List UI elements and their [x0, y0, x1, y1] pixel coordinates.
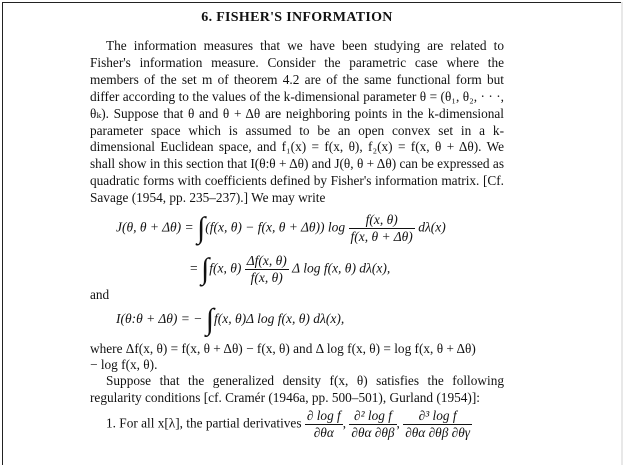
equation-J — [116, 212, 446, 245]
condition-1-text: 1. For all x[λ], the partial derivatives — [106, 415, 302, 431]
paragraph-2 — [90, 373, 504, 407]
equation-J-measure: dλ(x) — [418, 219, 446, 235]
paragraph-1 — [90, 38, 504, 207]
paragraph-1-text: The information measures that we have been studying are related to Fisher's information measure. Consider the parametric case where the members of the set m of theorem 4.2 are of the same functional form but differ according to the values of the k-dimensional parameter θ = (θ₁, θ₂, · · ·, θₖ). Suppose that θ and θ + Δθ are neighboring points in the k-dimensional parameter space which is assumed to be an open convex set in a k-dimensional Euclidean space, and f₁(x) = f(x, θ), f₂(x) = f(x, θ + Δθ). We shall show in this section that I(θ:θ + Δθ) and J(θ, θ + Δθ) can be expressed as quadratic forms with coefficients defined by Fisher's information matrix. [Cf. Savage (1954, pp. 235–237).] We may write — [90, 38, 504, 206]
equation-I-integrand: f(x, θ)Δ log f(x, θ) dλ(x), — [213, 311, 345, 327]
paragraph-2-text: Suppose that the generalized density f(x, θ) satisfies the following regularity conditions [cf. Cramér (1946a, pp. 500–501), Gurland (1954)]: — [90, 373, 504, 405]
equals-sign: = — [190, 260, 198, 276]
equation-I-lhs: I(θ:θ + Δθ) = − — [116, 311, 203, 327]
third-derivative-numerator: ∂³ log f — [418, 408, 457, 423]
integral-sign: ∫ — [201, 252, 210, 286]
condition-1: 1. For all x[λ], the partial derivatives $\frac{\text{∂ log f}}{\partial\theta\alpha}$ , $\frac{\text{∂² log f}}{\partial\theta\alpha \partial\theta\beta}$ , $\frac{\text{∂³ log f}}{\partial\theta\alpha \partial\theta\beta \partial\theta\gamma}$ — [106, 408, 470, 440]
equation-J-expanded-numerator: Δf(x, θ) — [246, 253, 287, 268]
equation-J-numerator: f(x, θ) — [365, 212, 398, 227]
first-derivative-numerator: ∂ log f — [306, 408, 341, 423]
where-line-2: − log f(x, θ). — [90, 357, 158, 372]
first-derivative — [305, 408, 343, 441]
third-derivative-denominator: ∂θα ∂θβ ∂θγ — [405, 425, 470, 440]
equation-J-expanded-denominator: f(x, θ) — [245, 269, 289, 286]
equation-J-expanded — [190, 253, 390, 286]
second-derivative-denominator: ∂θα ∂θβ — [351, 425, 395, 440]
integral-sign: ∫ — [197, 211, 206, 245]
integral-sign: ∫ — [205, 303, 214, 336]
first-derivative-denominator: ∂θα — [305, 424, 343, 441]
equation-I — [116, 305, 344, 335]
equation-J-expanded-right: Δ log f(x, θ) dλ(x), — [292, 260, 391, 276]
equation-J-expanded-left: f(x, θ) — [209, 260, 242, 276]
where-line-1: where Δf(x, θ) = f(x, θ + Δθ) − f(x, θ) and Δ log f(x, θ) = log f(x, θ + Δθ) — [90, 341, 476, 356]
equation-J-lhs: J(θ, θ + Δθ) = — [116, 219, 194, 235]
second-derivative — [349, 408, 396, 441]
third-derivative — [403, 408, 472, 441]
section-title: 6. FISHER'S INFORMATION — [201, 10, 393, 25]
equation-J-denominator: f(x, θ + Δθ) — [350, 229, 413, 244]
and-text: and — [90, 287, 110, 302]
equation-J-expanded-fraction — [245, 253, 289, 286]
equation-J-fraction — [349, 212, 415, 245]
page-edge — [621, 2, 623, 465]
second-derivative-numerator: ∂² log f — [354, 408, 392, 423]
equation-J-integrand: (f(x, θ) − f(x, θ + Δθ)) log — [205, 219, 346, 235]
